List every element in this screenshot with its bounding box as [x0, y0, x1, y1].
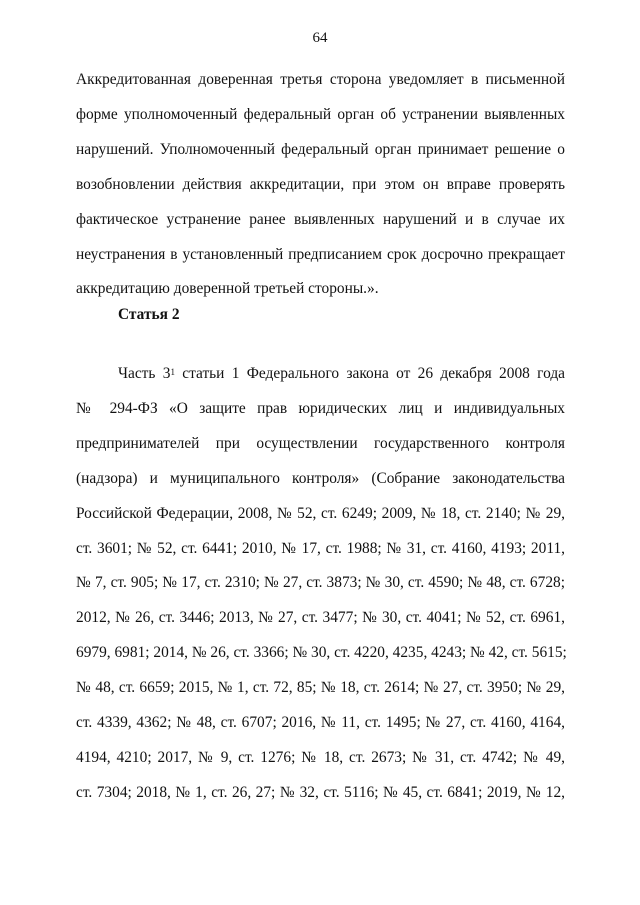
text-line: 6979, 6981; 2014, № 26, ст. 3366; № 30, ст. 4220, 4235, 4243; № 42, ст. 5615;: [76, 644, 567, 662]
text-line: фактическое устранение ранее выявленных нарушений и в случае их: [76, 210, 565, 228]
paragraph-accreditation: [76, 63, 565, 307]
text-line: № 7, ст. 905; № 17, ст. 2310; № 27, ст. 3873; № 30, ст. 4590; № 48, ст. 6728;: [76, 574, 565, 592]
article-heading: Статья 2: [118, 306, 180, 323]
text-line: 4194, 4210; 2017, № 9, ст. 1276; № 18, ст. 2673; № 31, ст. 4742; № 49,: [76, 748, 565, 766]
text-line: Российской Федерации, 2008, № 52, ст. 6249; 2009, № 18, ст. 2140; № 29,: [76, 504, 565, 522]
page-number: 64: [312, 30, 328, 46]
text-line: предпринимателей при осуществлении государственного контроля: [76, 434, 565, 452]
superscript: 1: [170, 367, 175, 377]
text-line: ст. 7304; 2018, № 1, ст. 26, 27; № 32, ст. 5116; № 45, ст. 6841; 2019, № 12,: [76, 783, 565, 801]
text-line: форме уполномоченный федеральный орган об устранении выявленных: [76, 105, 565, 123]
text-line: 2012, № 26, ст. 3446; 2013, № 27, ст. 3477; № 30, ст. 4041; № 52, ст. 6961,: [76, 609, 565, 627]
text-line: ст. 4339, 4362; № 48, ст. 6707; 2016, № 11, ст. 1495; № 27, ст. 4160, 4164,: [76, 714, 565, 732]
text-line-first: [76, 357, 565, 392]
text-line: № 294-ФЗ «О защите прав юридических лиц и индивидуальных: [76, 399, 565, 417]
text-line: № 48, ст. 6659; 2015, № 1, ст. 72, 85; № 18, ст. 2614; № 27, ст. 3950; № 29,: [76, 679, 565, 697]
text-line: (надзора) и муниципального контроля» (Собрание законодательства: [76, 469, 565, 487]
paragraph-article-2: [76, 357, 565, 811]
text-line: Аккредитованная доверенная третья сторона уведомляет в письменной: [76, 71, 565, 88]
text-line: возобновлении действия аккредитации, при этом он вправе проверять: [76, 175, 565, 193]
text-line: аккредитацию доверенной третьей стороны.».: [76, 280, 379, 298]
text-line: ст. 3601; № 52, ст. 6441; 2010, № 17, ст. 1988; № 31, ст. 4160, 4193; 2011,: [76, 539, 565, 557]
text-line: неустранения в установленный предписанием срок досрочно прекращает: [76, 245, 565, 263]
text-part: Часть 3: [118, 365, 171, 382]
text-line: нарушений. Уполномоченный федеральный орган принимает решение о: [76, 140, 565, 158]
text-part: статьи 1 Федерального закона от 26 декабря 2008 года: [174, 365, 566, 382]
